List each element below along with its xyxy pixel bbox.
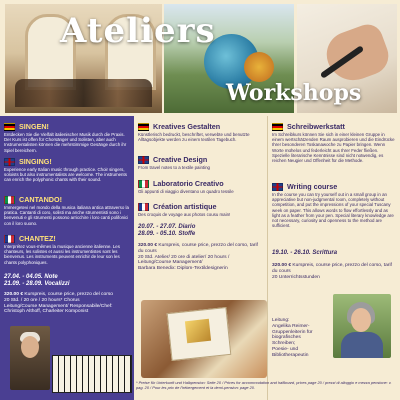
face-shape (351, 308, 371, 332)
piano-keys-photo (52, 355, 132, 393)
leitung-line: biografisches (272, 335, 301, 341)
leitung-line: Bibliotherapeutin (272, 352, 309, 358)
french-flag-icon (138, 203, 149, 211)
date-line: 19.10. - 26.10. Scrittura (272, 250, 338, 256)
section-en (272, 182, 397, 228)
italian-flag-icon (138, 180, 149, 188)
course-dates (4, 274, 130, 288)
leitung-line: Schreiben; (272, 341, 296, 347)
sculpture-shape (244, 52, 274, 82)
section-heading: CHANTEZ! (19, 234, 56, 243)
section-heading: Creative Design (153, 155, 208, 164)
price-line: Kurspreis, course price, prezzo del corso, tarif du cours (272, 263, 392, 274)
title-ateliers: Ateliers (60, 11, 216, 51)
section-text: Gli appunti di viaggio diventano un quadro tessile (138, 189, 234, 194)
section-it (138, 179, 263, 194)
date-line: 20.07. - 27.07. Diario (138, 224, 196, 230)
instructor-photo (10, 326, 50, 390)
section-text: Experience early Italian music through practice. Choir singers, soloists but also instrumentalists are welcome. The instruments can enrich the polyphonic chants with their sound. (4, 167, 127, 183)
price-line: Kurspreis, course price, prezzo del corso, tarif du cours (138, 243, 258, 254)
gold-leaf-shape (185, 319, 211, 343)
price-line: 20 Std. / 20 ore / 20 hours* Chorus (4, 297, 80, 303)
section-heading: Writing course (287, 182, 338, 191)
price-amount: 320.00 € (138, 243, 158, 248)
course-dates (272, 250, 397, 257)
price-footnote: * Preise für Unterkunft und Halbpension: Seite 20 / Prices for accommodation and halfboard, prices page 20 / prezzi di alloggio e mezza pensione: v. pag. 20 / Pour les prix de l'hébergement et la demi-pension: page 20. (136, 380, 392, 390)
section-en (4, 157, 130, 183)
date-line: 21.09. - 28.09. Vocalizzi (4, 281, 70, 287)
choir-group-shape (15, 79, 152, 107)
section-de (4, 122, 130, 153)
section-heading: SINGEN! (19, 122, 49, 131)
price-block (272, 263, 397, 280)
section-heading: Laboratorio Creativo (153, 179, 224, 188)
section-text: Interprétez vous-mêmes la musique ancienne italienne. Les chanteurs, les solistes et aussi les instrumentistes sont les bienvenus. Les instruments peuvent enrichir de leur son les chants polyphoniques. (4, 244, 120, 265)
section-text: Des croquis de voyage aux photos cousu main! (138, 212, 231, 217)
section-heading: Kreatives Gestalten (153, 122, 221, 131)
french-flag-icon (4, 235, 15, 243)
price-line: 20 Unterrichtsstunden (272, 274, 320, 280)
face-shape (21, 336, 39, 358)
section-text: Immergetevi nel mondo della musica italiana antica attraverso la pratica. Cantanti di coro, solisti ma anche strumentisti sono i benvenuti e gli strumenti possono arricchire i loro canti polifonici con il loro suono. (4, 205, 129, 226)
british-flag-icon (4, 158, 15, 166)
british-flag-icon (272, 183, 283, 191)
section-de (272, 122, 397, 163)
title-workshops: Workshops (226, 80, 362, 106)
date-line: 27.04. - 04.05. Note (4, 274, 58, 280)
instructor-photo (333, 294, 391, 358)
price-line: Leitung/Course Management/ Responsabile/Chef: Christoph Althoff, Charleiter Komponist (4, 303, 113, 315)
leitung-line: Gruppenleiterin für (272, 329, 313, 335)
leitung-block (272, 318, 333, 359)
section-text: Künstlerisch bedruckt, beschriftet, verwebte und benutzte Alltagsobjekte werden zu einem textilen Tagebuch. (138, 132, 250, 143)
body-shape (341, 332, 383, 358)
section-it (4, 195, 130, 226)
section-text: Im Schreibkurs können Sie sich in einer kleinen Gruppe in einem wertschätzenden Raum ausprobieren und die Eindrücke Ihrer besonderen Toskanawoche zu Papier bringen. Wenn Worte mühelos und federleicht aus Ihrer Feder fließen. Spezielle literarische Kenntnisse sind nicht notwendig, es reichen Neugier und Offenheit für die Methode. (272, 132, 395, 164)
italian-flag-icon (4, 196, 15, 204)
section-heading: Schreibwerkstatt (287, 122, 345, 131)
leitung-line: Angelika Reimer- (272, 323, 310, 329)
german-flag-icon (4, 123, 15, 131)
section-text: From travel notes to a textile painting (138, 165, 210, 170)
leitung-line: Poesie- und (272, 346, 299, 352)
price-block (4, 292, 130, 315)
date-line: 28.09. - 05.10. Stoffe (138, 231, 196, 237)
course-dates (138, 224, 263, 238)
section-fr (4, 234, 130, 265)
price-line: Kurspreis, course price, prezzo del corso (24, 292, 114, 297)
price-amount: 320.00 € (4, 292, 24, 297)
hands-artwork-photo (141, 300, 267, 378)
price-line: 20 Std. Atelier/ 20 ore di atelier/ 20 hours / Leitung/Course Management/ (138, 254, 230, 266)
section-text: In the course you can try yourself out in a small group in an appreciative but non-judgmental room, completely without competition, and put the impressions of your special Tuscany week on paper. This allows words to flow effortlessly and as light as a feather from your pen. Special literary knowledge are not necessary, curiosity and openness to the method are sufficient. (272, 192, 394, 229)
section-en (138, 155, 263, 170)
german-flag-icon (272, 123, 283, 131)
section-heading: SINGING! (19, 157, 52, 166)
section-text: Entdecken Sie die Vielfalt italienischer Musik durch die Praxis. Der Kurs ist offen für Chorsänger und Solisten, aber auch Instrumentalisten können die mehrstimmige Gesänge durch ihr Spiel bereichern. (4, 132, 127, 153)
section-fr (138, 202, 263, 217)
price-amount: 320.00 € (272, 263, 292, 268)
section-de (138, 122, 263, 142)
price-line: Barbara Benedix: Diplom-Textildesignerin (138, 266, 228, 272)
section-heading: Création artistique (153, 202, 217, 211)
section-heading: CANTANDO! (19, 195, 62, 204)
price-block (138, 243, 263, 272)
british-flag-icon (138, 156, 149, 164)
german-flag-icon (138, 123, 149, 131)
leitung-line: Leitung: (272, 318, 290, 323)
